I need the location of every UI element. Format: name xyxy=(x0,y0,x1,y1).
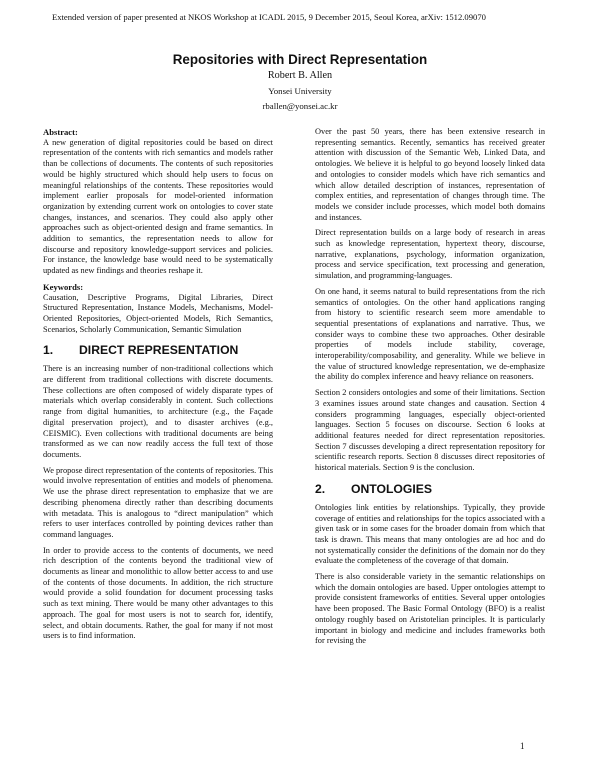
author-affiliation: Yonsei University xyxy=(268,86,332,96)
author-email[interactable]: rballen@yonsei.ac.kr xyxy=(262,101,338,111)
section-2-paragraph: Ontologies link entities by relationships. Typically, they provide coverage of entities and relationships for the topics associated with a given task or in some cases for the broader domain from which that task is drawn. This means that many ontologies are ad hoc and do not systematically consider the definitions of the domain nor do they evaluate the completeness of the coverage of that domain. xyxy=(315,502,545,566)
title-block xyxy=(0,52,600,111)
header-note: Extended version of paper presented at NKOS Workshop at ICADL 2015, 9 December 2015, Seoul Korea, arXiv: 1512.09070 xyxy=(52,12,486,22)
section-1-paragraph: We propose direct representation of the contents of repositories. This would involve representation of entities and models of phenomena. We use the phrase direct representation to emphasize that we are describing phenomena directly rather than describing documents with metadata. This is analogous to “direct manipulation” which refers to user interfaces controlled by pointing devices rather than command languages. xyxy=(43,465,273,539)
section-1-paragraph: There is an increasing number of non-traditional collections which are different from traditional collections with discrete documents. These collections are often composed of widely disparate types of materials which overlap considerably in content. Such collections range from digital humanities, to architecture (e.g., the Façade digital preservation project), and to disaster archives (e.g., CEISMIC). Even collections with traditional documents are being transformed as we can now readily access the full text of those documents. xyxy=(43,364,273,459)
intro-paragraph: Section 2 considers ontologies and some of their limitations. Section 3 examines issues around state changes and causation. Section 4 considers programming languages, especially object-oriented languages. Section 5 focuses on discourse. Section 6 looks at additional features needed for direct representation repositories. Section 7 discusses developing a direct representation repository for scientific research reports. Section 8 discusses direct repositories of historical materials. Section 9 is the conclusion. xyxy=(315,388,545,473)
author-name: Robert B. Allen xyxy=(267,70,333,81)
abstract-heading: Abstract: xyxy=(43,127,78,137)
section-2-number: 2. xyxy=(315,481,326,496)
keywords-heading: Keywords: xyxy=(43,281,84,292)
intro-paragraph: Over the past 50 years, there has been extensive research in representing semantics. Recently, semantics has received greater attention with discussion of the Semantic Web, Linked Data, and ontologies. We believe it is helpful to go beyond loosely linked data and ontologies to consider models which have rich semantics and which allow detailed description of instances, representation of complex entities, and representation of changes through time. The models we consider include processes, which model both domains and instances. xyxy=(315,127,545,222)
paper-title: Repositories with Direct Representation xyxy=(172,52,428,67)
abstract-text: A new generation of digital repositories could be based on direct representation of the contents with rich semantics and models rather than be collections of documents. The contents of such repositories would be highly structured which should help users to focus on meaningful relationships of the contents. These repositories would implement earlier proposals for model-oriented information organization by extending current work on ontologies to cover state changes, instances, and scenarios. They could also apply other approaches such as object-oriented design and frame semantics. In addition to semantics, the representation needs to allow for discourse and repository knowledge-support services and policies. For instance, the knowledge base would need to be systematically updated as new findings and theories reshape it. xyxy=(43,137,273,276)
intro-paragraph: Direct representation builds on a large body of research in areas such as knowledge representation, hypertext theory, discourse, narrative, explanations, psychology, information organization, process and service specification, text processing and generation, simulation, and programming-languages. xyxy=(315,228,545,281)
section-2-title: ONTOLOGIES xyxy=(351,481,433,496)
section-1-paragraph: In order to provide access to the contents of documents, we need rich description of the contents beyond the traditional view of documents as linear and monolithic to allow better access to and use of the contents of those documents. In addition, the rich structure would provide a solid foundation for document processing tasks such as text mining. There would be many other advantages to this approach. The goal for most users is not to search for, identify, select, and obtain documents. Rather, the goal for many if not most users is to find information. xyxy=(43,545,273,641)
section-1-title: DIRECT REPRESENTATION xyxy=(79,343,239,358)
section-2-paragraph: There is also considerable variety in the semantic relationships on which the domain ontologies are based. Upper ontologies attempt to provide consistent frameworks of entities. Several upper ontologies have been proposed. The Basic Formal Ontology (BFO) is a realist ontology roughly based on Aristotelian principles. It is particularly important in biology and medicine and includes frameworks both for revising the xyxy=(315,572,545,646)
left-column xyxy=(43,127,273,647)
section-1-heading xyxy=(43,343,273,357)
intro-paragraph: On one hand, it seems natural to build representations from the rich semantics of ontologies. On the other hand applications ranging from history to scientific research seem more amendable to sequential presentations of explanations and narrative. Thus, we consider ways to combine these two approaches. Other desirable properties of models include stability, coverage, interoperability/composability, and generality. While we believe in the value of structured knowledge representation, we de-emphasize the ability do complex inference and heavy reliance on reasoners. xyxy=(315,286,545,382)
section-2-heading xyxy=(315,482,545,496)
page-number: 1 xyxy=(520,741,525,751)
keywords-text: Causation, Descriptive Programs, Digital Libraries, Direct Structured Representation, Instance Models, Mechanisms, Model-Oriented Repositories, Object-oriented Models, Rich Semantics, Scenarios, Scholarly Communication, Semantic Simulation xyxy=(43,292,273,334)
section-1-number: 1. xyxy=(43,343,54,358)
right-column xyxy=(315,127,545,652)
